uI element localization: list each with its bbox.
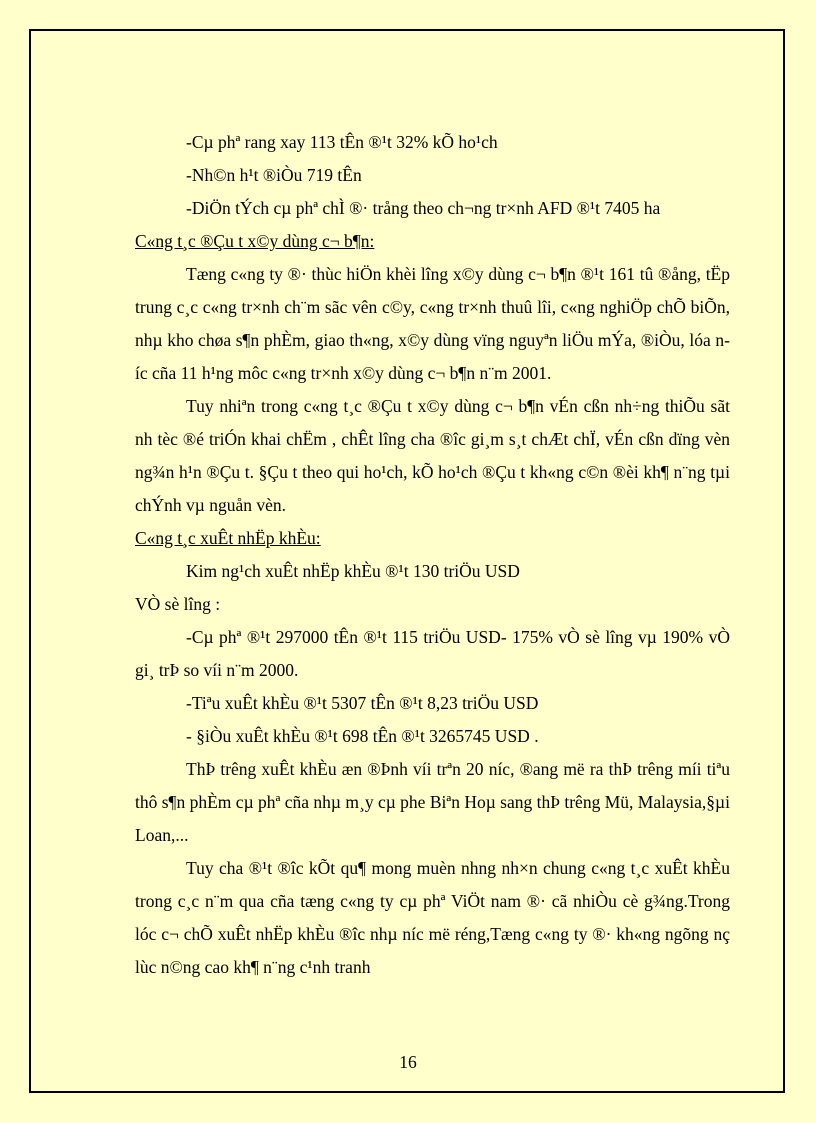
section-heading-import-export: C«ng t¸c xuÊt nhËp khÈu:: [135, 528, 321, 548]
text-line-cashew: -Nh©n h¹t ®iÒu 719 tÊn: [186, 165, 362, 185]
paragraph-export-markets: ThÞ trêng xuÊt khÈu æn ®Þnh víi trªn 20 níc, ®ang më ra thÞ trêng míi tiªu thô s¶n phÈm cµ phª cña nhµ m¸y cµ phe Biªn Hoµ sang thÞ trêng Mü, Malaysia,§µi Loan,...: [135, 759, 730, 845]
text-line-cashew-export: - §iÒu xuÊt khÈu ®¹t 698 tÊn ®¹t 3265745 USD .: [186, 726, 539, 746]
text-line-quantity: VÒ sè lîng :: [135, 594, 221, 614]
paragraph-construction-volume: Tæng c«ng ty ®· thùc hiÖn khèi lîng x©y dùng c¬ b¶n ®¹t 161 tû ®ång, tËp trung c¸c c«ng tr×nh ch¨m sãc vên c©y, c«ng tr×nh thuû lîi, c«ng nghiÖp chÕ biÕn, nhµ kho chøa s¶n phÈm, giao th«ng, x©y dùng vïng nguyªn liÖu mÝa, ®iÒu, lóa níc cña 11 h¹ng môc c«ng tr×nh x©y dùng c¬ b¶n n¨m 2001.: [135, 264, 730, 383]
paragraph-coffee-export: -Cµ phª ®¹t 297000 tÊn ®¹t 115 triÖu USD- 175% vÒ sè lîng vµ 190% vÒ gi¸ trÞ so víi n¨m 2000.: [135, 627, 730, 680]
page-number: 16: [399, 1052, 417, 1072]
text-line-coffee-roasted: -Cµ phª rang xay 113 tÊn ®¹t 32% kÕ ho¹ch: [186, 132, 498, 152]
paragraph-construction-issues: Tuy nhiªn trong c«ng t¸c ®Çu t x©y dùng c¬ b¶n vÉn cßn nh÷ng thiÕu sãt nh tèc ®é triÓn khai chËm , chÊt lîng cha ®îc gi¸m s¸t chÆt chÏ, vÉn cßn dïng vèn ng¾n h¹n ®Çu t. §Çu t theo qui ho¹ch, kÕ ho¹ch ®Çu t kh«ng c©n ®èi kh¶ n¨ng tµi chÝnh vµ nguån vèn.: [135, 396, 730, 515]
paragraph-export-efforts: Tuy cha ®¹t ®îc kÕt qu¶ mong muèn nhng nh×n chung c«ng t¸c xuÊt khÈu trong c¸c n¨m qua cña tæng c«ng ty cµ phª ViÖt nam ®· cã nhiÒu cè g¾ng.Trong lóc c¬ chÕ xuÊt nhËp khÈu ®îc nhµ níc më réng,Tæng c«ng ty ®· kh«ng ngõng nç lùc n©ng cao kh¶ n¨ng c¹nh tranh: [135, 858, 730, 977]
text-line-arabica-area: -DiÖn tÝch cµ phª chÌ ®· trång theo ch¬ng tr×nh AFD ®¹t 7405 ha: [186, 198, 661, 218]
document-body: [135, 126, 730, 984]
section-heading-construction: C«ng t¸c ®Çu t x©y dùng c¬ b¶n:: [135, 231, 375, 251]
text-line-pepper-export: -Tiªu xuÊt khÈu ®¹t 5307 tÊn ®¹t 8,23 triÖu USD: [186, 693, 539, 713]
text-line-turnover: Kim ng¹ch xuÊt nhËp khÈu ®¹t 130 triÖu USD: [186, 561, 520, 581]
